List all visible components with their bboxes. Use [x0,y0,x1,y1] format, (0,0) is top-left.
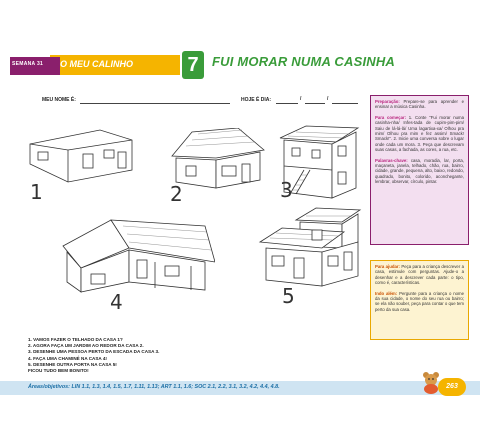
prep-text: Prepare-se para aprender e ensinar a música Casinha. [375,99,464,110]
date-year-line[interactable] [332,103,358,104]
help-text: Peça para a criança descrever a casa, estimule com perguntas. Ajude-o a desenhar e a descrever cada parte: o tipo, como é, características. [375,264,464,286]
help-label: Para ajudar: [375,264,400,269]
keywords-label: Palavras-chave: [375,157,408,163]
date-day-line[interactable] [276,103,298,104]
unit-number-badge: 7 [182,51,204,79]
areas-objectives: Áreas/objetivos: LIN 1.1, 1.3, 1.4, 1.5, 1.7, 1.11, 1.13; ART 1.1, 1.6; SOC 2.1, 2.2, 3.1, 3.2, 4.2, 4.4, 4.8. [28,384,280,390]
instruction-item: 3. DESENHE UMA PESSOA PERTO DA ESCADA DA CASA 3. [28,349,160,355]
prep-label: Preparação: [375,99,400,104]
help-notes-box [370,260,469,340]
beyond-text: Pergunte para a criança o nome da sua cidade, o nome do seu rua ou bairro; se ela não souber, peça para contar o que tem perto da sua casa. [375,290,464,312]
instruction-closing: FICOU TUDO BEM BONITO! [28,368,89,374]
instructions-list [28,337,159,374]
date-slash-1: / [300,96,302,102]
week-label: SEMANA 31 [12,61,44,67]
instruction-item: 1. VAMOS FAZER O TELHADO DA CASA 1? [28,337,123,342]
page-number: 263 [438,378,466,396]
date-label: HOJE É DIA: [241,97,272,103]
teacher-notes-box [370,95,469,245]
house-2-number: 2 [170,182,183,206]
house-5-drawing [258,206,362,292]
start-text: 1. Conte "Fui morar numa casinha-nha/ Infes-tada de cupim-pim-pim/ Saiu de lá-lá-lá/ Uma lagartixa-xa/ Olhou pra mim/ Olhou pra mim e fez assim/ Smack! Smack!". 2. Inicie uma conversa sobre o lugar onde cada um mora. 3. Peça que descrevam suas casas, a fachada, as cores, a rua, etc. [375,114,465,153]
name-label: MEU NOME É: [42,97,76,103]
house-3-number: 3 [280,178,293,202]
unit-title: FUI MORAR NUMA CASINHA [212,54,396,69]
instruction-item: 4. FAÇA UMA CHAMINÉ NA CASA 4! [28,355,107,361]
date-slash-2: / [327,96,329,102]
house-4-drawing [55,218,215,298]
keywords-text: casa, moradia, lar, porta, maçaneta, janela, telhado, chão, rua, bairro, cidade, grande, pequena, alto, baixo, redondo, quadrado, bonito, colorido, aconchegante, lembrar, observar, círculo, pintar. [375,157,464,185]
start-label: Para começar: [375,114,407,120]
section-title: O MEU CALINHO [60,59,133,69]
house-1-number: 1 [30,180,43,204]
house-5-number: 5 [282,284,295,308]
house-1-drawing [28,124,138,184]
date-month-line[interactable] [305,103,325,104]
instruction-item: 5. DESENHE OUTRA PORTA NA CASA 5! [28,361,117,367]
name-field-line[interactable] [80,103,230,104]
house-4-number: 4 [110,290,123,314]
beyond-label: Indo além: [375,290,398,296]
instruction-item: 2. AGORA FAÇA UM JARDIM AO REDOR DA CASA 2. [28,343,144,349]
